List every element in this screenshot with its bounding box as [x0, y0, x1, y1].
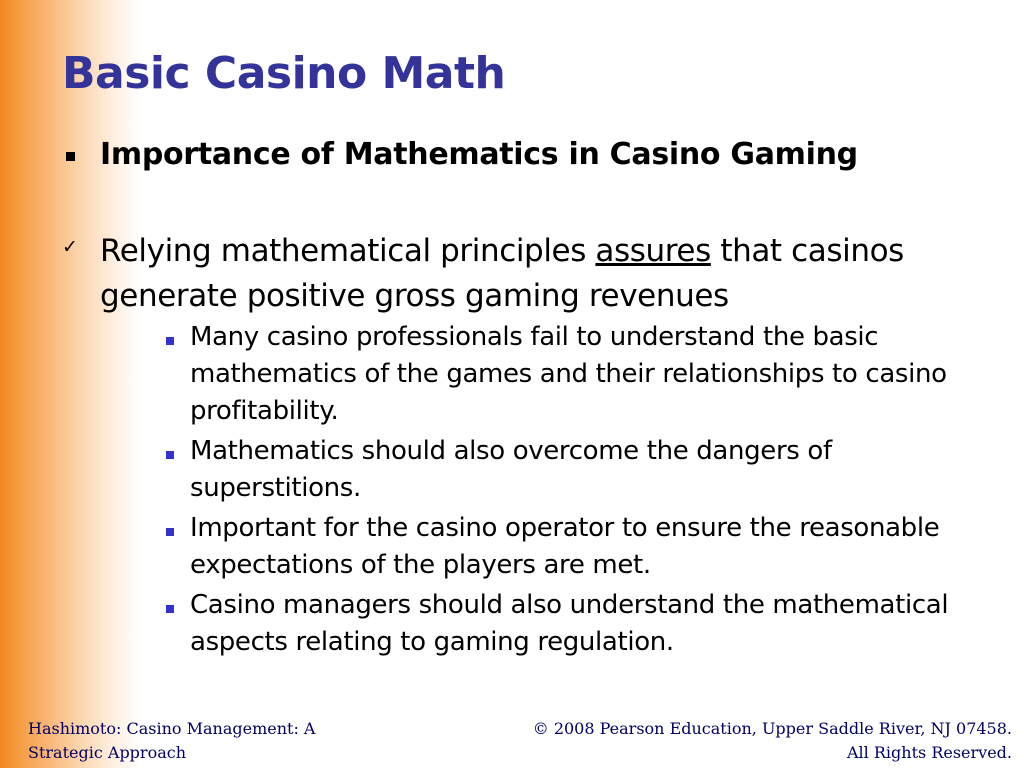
- checkmark-icon: ✓: [62, 236, 78, 258]
- small-square-bullet-icon: [166, 451, 174, 459]
- sub-bullet-text: Important for the casino operator to ensure the reasonable expectations of the players are met.: [190, 513, 940, 580]
- square-bullet-icon: [66, 152, 75, 161]
- copyright-line: © 2008 Pearson Education, Upper Saddle River, NJ 07458.: [532, 719, 1012, 738]
- footer-book-title: Hashimoto: Casino Management: A Strategic Approach: [28, 719, 316, 762]
- check-item-before: Relying mathematical principles: [100, 233, 596, 269]
- sub-bullet-text: Mathematics should also overcome the dangers of superstitions.: [190, 436, 832, 503]
- slide-title: Basic Casino Math: [62, 48, 506, 99]
- small-square-bullet-icon: [166, 605, 174, 613]
- check-item-emphasis: assures: [595, 233, 711, 269]
- footer-copyright: [452, 717, 1012, 765]
- sub-bullet-text: Many casino professionals fail to understand the basic mathematics of the games and their relationships to casino profitability.: [190, 322, 947, 426]
- small-square-bullet-icon: [166, 337, 174, 345]
- sub-bullet-text: Casino managers should also understand the mathematical aspects relating to gaming regulation.: [190, 590, 949, 657]
- small-square-bullet-icon: [166, 528, 174, 536]
- check-item-text: [100, 229, 1000, 319]
- check-item-after: that casinos generate positive gross gaming revenues: [100, 233, 904, 314]
- heading-bullet-text: Importance of Mathematics in Casino Gaming: [100, 137, 858, 172]
- rights-line: All Rights Reserved.: [847, 743, 1012, 762]
